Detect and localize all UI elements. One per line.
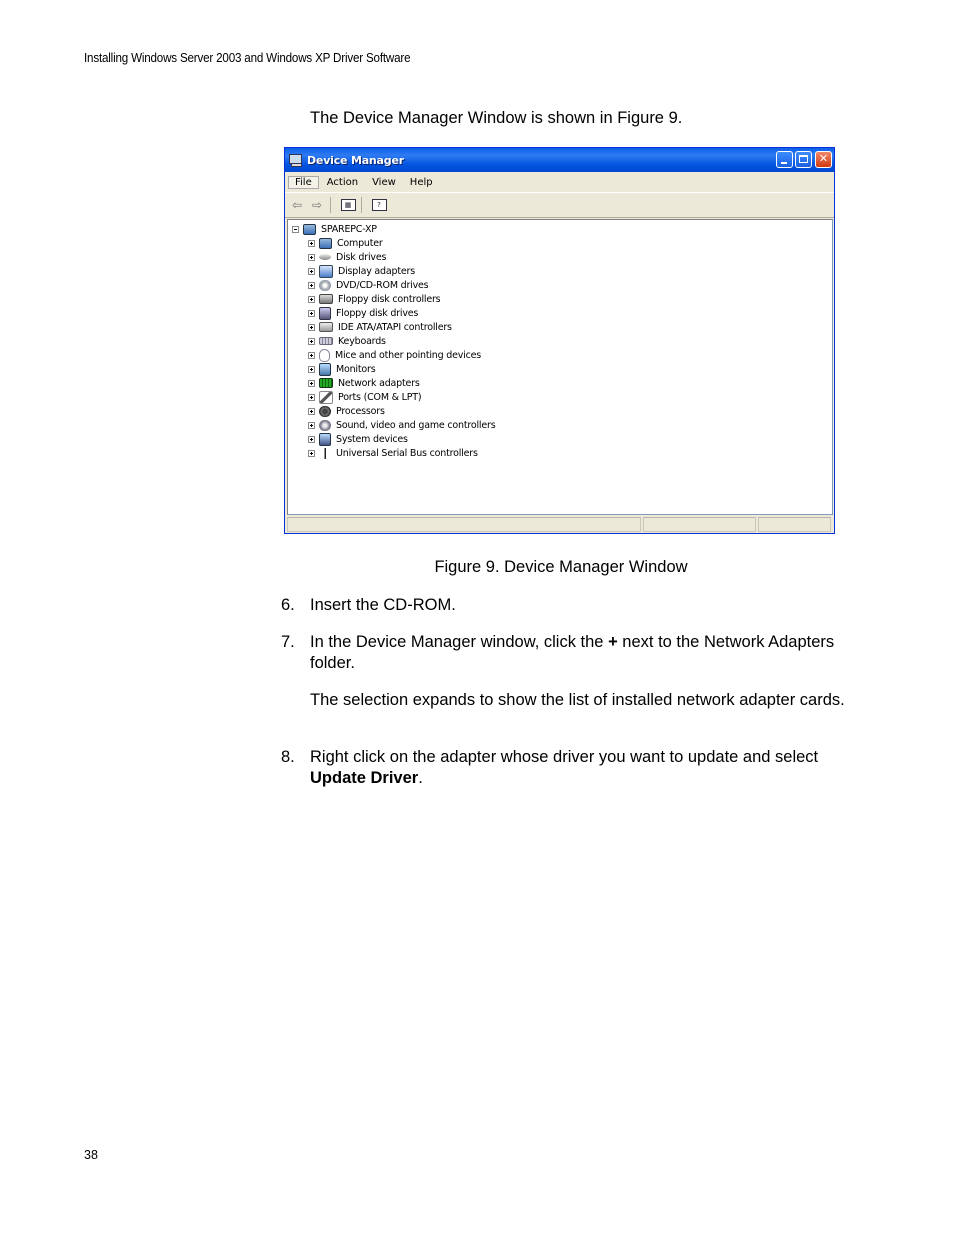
expand-icon[interactable] — [308, 436, 315, 443]
expand-icon[interactable] — [308, 310, 315, 317]
view-grid-icon[interactable]: ▦ — [340, 198, 356, 212]
status-pane-2 — [643, 517, 757, 532]
tree-item[interactable] — [308, 432, 408, 446]
display-adapter-icon — [319, 265, 333, 278]
tree-item[interactable] — [308, 250, 386, 264]
tree-item-label: System devices — [336, 433, 408, 445]
step-text: Insert the CD-ROM. — [310, 596, 456, 614]
tree-item-label: Disk drives — [336, 251, 387, 263]
keyboard-icon — [319, 337, 333, 345]
floppy-drive-icon — [319, 307, 331, 320]
figure-caption: Figure 9. Device Manager Window — [434, 558, 688, 576]
tree-item[interactable] — [308, 376, 420, 390]
step-number: 8. — [281, 748, 295, 766]
step-text-part: In the Device Manager window, click the — [310, 633, 609, 651]
step-text-part: . — [418, 768, 423, 787]
toolbar-separator — [330, 197, 331, 213]
system-device-icon — [319, 433, 331, 446]
mouse-icon — [319, 349, 330, 362]
tree-item-label: Network adapters — [338, 377, 420, 389]
tree-item-label: Display adapters — [338, 265, 415, 277]
status-pane-3 — [758, 517, 831, 532]
step-text — [310, 747, 850, 788]
title-bar[interactable] — [285, 148, 834, 172]
tree-item[interactable] — [308, 236, 383, 250]
step-number: 7. — [281, 633, 295, 651]
expand-icon[interactable] — [308, 324, 315, 331]
dvd-drive-icon — [319, 280, 331, 291]
expand-icon[interactable] — [308, 422, 315, 429]
window-title: Device Manager — [307, 153, 404, 167]
tree-item-label: Universal Serial Bus controllers — [336, 447, 478, 459]
expand-icon[interactable] — [308, 408, 315, 415]
disk-drive-icon — [319, 254, 331, 260]
tree-root-label: SPAREPC-XP — [321, 223, 377, 235]
menu-view[interactable]: View — [372, 176, 396, 188]
tree-item-label: Monitors — [336, 363, 376, 375]
tree-item-label: Mice and other pointing devices — [335, 349, 482, 361]
tree-item[interactable] — [308, 404, 385, 418]
tree-item[interactable] — [308, 390, 421, 404]
tree-item-label: Floppy disk controllers — [338, 293, 441, 305]
computer-icon — [319, 238, 332, 249]
expand-icon[interactable] — [308, 254, 315, 261]
tree-item[interactable] — [308, 306, 418, 320]
tree-item[interactable] — [308, 278, 428, 292]
back-arrow-icon[interactable]: ⇦ — [291, 198, 303, 212]
tree-item[interactable] — [308, 418, 495, 432]
step-7-note: The selection expands to show the list of installed network adapter cards. — [310, 691, 845, 709]
tree-item-label: Keyboards — [338, 335, 386, 347]
expand-icon[interactable] — [308, 240, 315, 247]
maximize-button[interactable] — [795, 151, 812, 168]
status-bar — [287, 517, 833, 533]
sound-icon — [319, 420, 331, 431]
intro-paragraph: The Device Manager Window is shown in Figure 9. — [310, 109, 683, 127]
expand-icon[interactable] — [308, 352, 315, 359]
expand-icon[interactable] — [308, 282, 315, 289]
tree-item-label: IDE ATA/ATAPI controllers — [338, 321, 452, 333]
device-manager-window — [284, 147, 835, 534]
step-number: 6. — [281, 596, 295, 614]
floppy-controller-icon — [319, 294, 333, 304]
processor-icon — [319, 406, 331, 417]
plus-symbol: + — [608, 633, 618, 651]
tree-item-label: Computer — [337, 237, 383, 249]
help-icon[interactable]: ? — [371, 198, 387, 212]
monitor-icon — [319, 363, 331, 376]
tree-item[interactable] — [308, 292, 440, 306]
toolbar-separator — [361, 197, 362, 213]
menu-help[interactable]: Help — [409, 176, 433, 188]
device-tree[interactable] — [287, 219, 833, 515]
tree-item[interactable] — [308, 334, 386, 348]
menu-file[interactable]: File — [288, 176, 319, 189]
usb-icon — [319, 448, 331, 459]
device-manager-icon — [289, 154, 302, 166]
step-text — [310, 632, 850, 673]
minimize-button[interactable] — [776, 151, 793, 168]
expand-icon[interactable] — [308, 338, 315, 345]
menu-bar — [285, 172, 834, 193]
close-button[interactable]: ✕ — [815, 151, 832, 168]
expand-icon[interactable] — [308, 268, 315, 275]
collapse-icon[interactable] — [292, 226, 299, 233]
tree-root[interactable] — [292, 222, 377, 236]
expand-icon[interactable] — [308, 450, 315, 457]
tree-item-label: Processors — [336, 405, 385, 417]
tree-item-label: Floppy disk drives — [336, 307, 419, 319]
update-driver-label: Update Driver — [310, 768, 419, 787]
running-header: Installing Windows Server 2003 and Windows XP Driver Software — [84, 51, 411, 65]
page-number: 38 — [84, 1148, 98, 1162]
tree-item[interactable] — [308, 320, 452, 334]
step-text-part: Right click on the adapter whose driver you want to update and select — [310, 748, 819, 766]
tree-item[interactable] — [308, 446, 478, 460]
tree-item[interactable] — [308, 362, 375, 376]
expand-icon[interactable] — [308, 394, 315, 401]
tree-item-label: DVD/CD-ROM drives — [336, 279, 429, 291]
menu-action[interactable]: Action — [326, 176, 359, 188]
forward-arrow-icon[interactable]: ⇨ — [311, 198, 323, 212]
network-adapter-icon — [319, 378, 333, 388]
expand-icon[interactable] — [308, 380, 315, 387]
expand-icon[interactable] — [308, 366, 315, 373]
port-icon — [319, 391, 333, 404]
tree-item-label: Sound, video and game controllers — [336, 419, 496, 431]
status-pane-main — [287, 517, 641, 532]
ide-controller-icon — [319, 322, 333, 332]
tree-item[interactable] — [308, 264, 415, 278]
toolbar — [285, 193, 834, 218]
expand-icon[interactable] — [308, 296, 315, 303]
computer-icon — [303, 224, 316, 235]
step-text-part: next to the Network Adapters folder. — [310, 633, 835, 672]
tree-item[interactable] — [308, 348, 481, 362]
tree-item-label: Ports (COM & LPT) — [338, 391, 422, 403]
